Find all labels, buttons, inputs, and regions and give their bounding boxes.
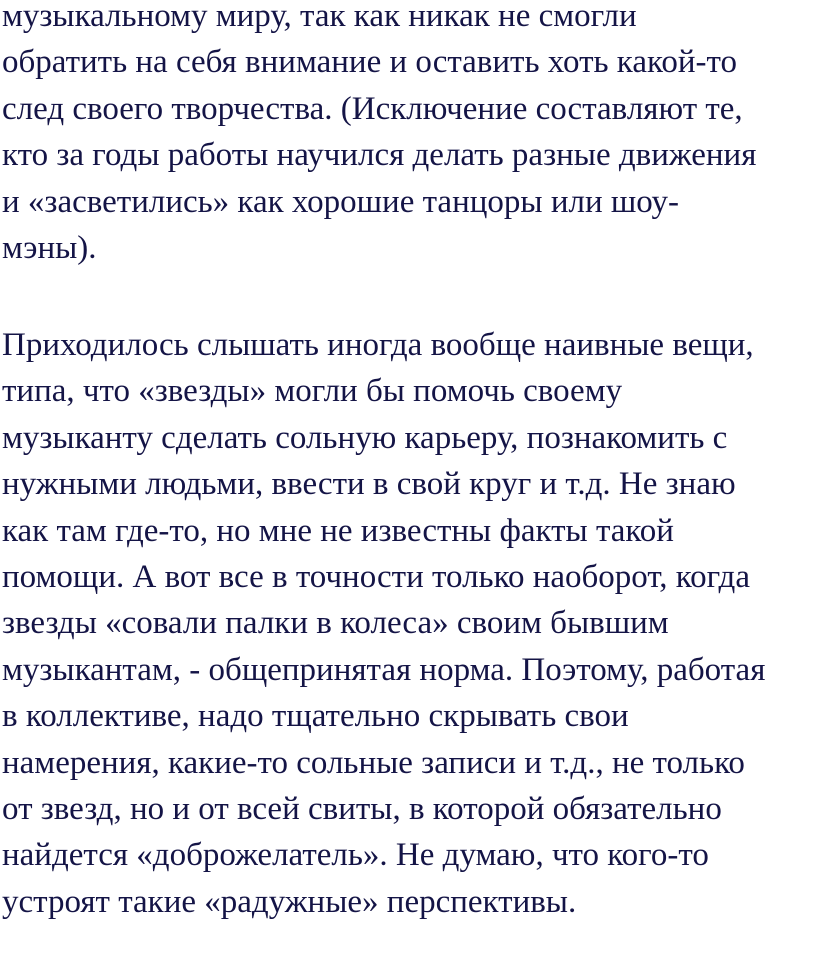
text-line: звезды «совали палки в колеса» своим бывшим: [2, 605, 669, 642]
text-line: обратить на себя внимание и оставить хоть какой-то: [2, 44, 737, 81]
text-line: музыкантам, - общепринятая норма. Поэтому, работая: [2, 651, 766, 688]
text-line: в коллективе, надо тщательно скрывать свои: [2, 698, 629, 735]
text-line: музыканту сделать сольную карьеру, познакомить с: [2, 419, 728, 456]
text-line: нужными людьми, ввести в свой круг и т.д. Не знаю: [2, 466, 736, 503]
text-line: намерения, какие-то сольные записи и т.д., не только: [2, 744, 745, 781]
text-line: и «засветились» как хорошие танцоры или шоу-: [2, 183, 679, 220]
text-line: мэны).: [2, 230, 97, 267]
text-line: как там где-то, но мне не известны факты такой: [2, 512, 674, 549]
text-line: от звезд, но и от всей свиты, в которой обязательно: [2, 791, 722, 828]
text-line: устроят такие «радужные» перспективы.: [2, 883, 577, 920]
text-line: кто за годы работы научился делать разные движения: [2, 137, 757, 174]
text-line: найдется «доброжелатель». Не думаю, что кого-то: [2, 837, 709, 874]
text-line: типа, что «звезды» могли бы помочь своему: [2, 373, 623, 410]
text-line: помощи. А вот все в точности только наоборот, когда: [2, 559, 750, 596]
paragraph-2: [2, 322, 765, 925]
text-line: музыкальному миру, так как никак не смогли: [2, 0, 637, 34]
text-line: след своего творчества. (Исключение составляют те,: [2, 90, 743, 127]
paragraph-1: [2, 0, 756, 271]
text-line: Приходилось слышать иногда вообще наивные вещи,: [2, 327, 754, 363]
